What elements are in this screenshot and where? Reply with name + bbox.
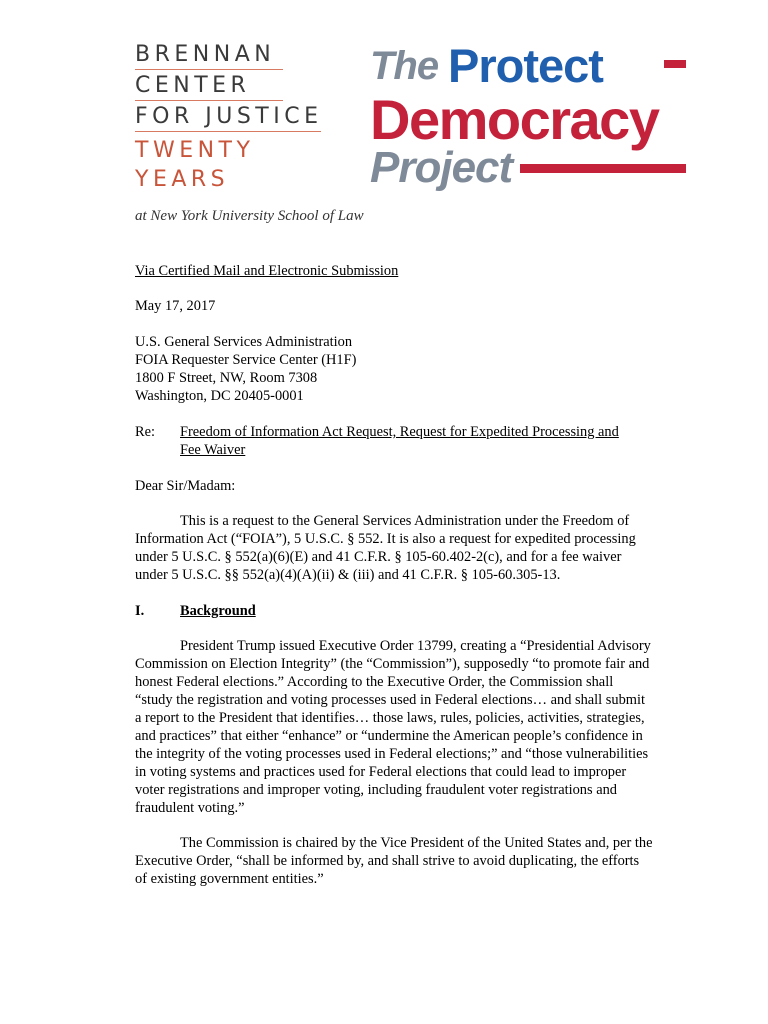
background-paragraph-1 — [135, 637, 680, 817]
logo-underline-bar — [520, 164, 686, 173]
paragraph-line: a report to the President that identifies… those laws, rules, policies, activities, strategies, — [135, 710, 645, 726]
section-title: Background — [180, 603, 256, 619]
logo-line-twenty: TWENTY — [135, 138, 255, 163]
paragraph-line: Commission on Election Integrity” (the “Commission”), supposedly “to promote fair and — [135, 656, 650, 672]
paragraph-line: under 5 U.S.C. §§ 552(a)(4)(A)(ii) & (iii) and 41 C.F.R. § 105-60.305-13. — [135, 567, 561, 583]
paragraph-line: fraudulent voting.” — [135, 800, 245, 816]
paragraph-line: the integrity of the voting processes used in Federal elections;” and “those vulnerabilities — [135, 746, 649, 762]
section-number: I. — [135, 603, 145, 619]
intro-paragraph — [135, 512, 680, 584]
salutation: Dear Sir/Madam: — [135, 478, 236, 494]
subject-text: Freedom of Information Act Request, Request for Expedited Processing and — [180, 424, 619, 440]
logo-rule — [135, 131, 321, 132]
paragraph-line: under 5 U.S.C. § 552(a)(6)(E) and 41 C.F.R. § 105-60.402-2(c), and for a fee waiver — [135, 549, 622, 565]
logo-word-democracy: Democracy — [370, 88, 659, 151]
paragraph-line: Executive Order, “shall be informed by, and shall strive to avoid duplicating, the efforts — [135, 853, 640, 869]
logo-word-the: The — [370, 44, 439, 88]
paragraph-line: This is a request to the General Services Administration under the Freedom of — [180, 513, 630, 529]
background-paragraph-2 — [135, 834, 680, 888]
logo-affiliation: at New York University School of Law — [135, 208, 364, 224]
paragraph-line: The Commission is chaired by the Vice President of the United States and, per the — [180, 835, 653, 851]
paragraph-line: “study the registration and voting processes used in Federal elections… and shall submit — [135, 692, 645, 708]
paragraph-line: honest Federal elections.” According to the Executive Order, the Commission shall — [135, 674, 614, 690]
paragraph-line: President Trump issued Executive Order 13799, creating a “Presidential Advisory — [180, 638, 651, 654]
logo-word-project: Project — [370, 143, 513, 192]
address-line: U.S. General Services Administration — [135, 334, 353, 350]
address-line: FOIA Requester Service Center (H1F) — [135, 352, 357, 368]
re-label: Re: — [135, 424, 155, 440]
paragraph-line: of existing government entities.” — [135, 871, 324, 887]
logo-word-protect: Protect — [448, 39, 603, 92]
letter-date: May 17, 2017 — [135, 298, 216, 314]
subject-text: Fee Waiver — [180, 442, 246, 458]
paragraph-line: voter registrations and improper voting, including fraudulent voter registrations and — [135, 782, 617, 798]
logo-rule — [135, 69, 283, 70]
logo-line-center: CENTER — [135, 73, 251, 98]
address-line: Washington, DC 20405-0001 — [135, 388, 304, 404]
logo-rule — [135, 100, 283, 101]
delivery-method: Via Certified Mail and Electronic Submission — [135, 263, 399, 279]
logo-line-for-justice: FOR JUSTICE — [135, 104, 323, 129]
paragraph-line: and practices” that either “enhance” or “undermine the American people’s confidence in — [135, 728, 643, 744]
logo-line-brennan: BRENNAN — [135, 42, 276, 67]
logo-dash-bar — [664, 60, 686, 68]
address-line: 1800 F Street, NW, Room 7308 — [135, 370, 318, 386]
paragraph-line: in voting systems and practices used for Federal elections that could lead to improper — [135, 764, 627, 780]
paragraph-line: Information Act (“FOIA”), 5 U.S.C. § 552. It is also a request for expedited processing — [135, 531, 636, 547]
logo-line-years: YEARS — [135, 167, 230, 192]
